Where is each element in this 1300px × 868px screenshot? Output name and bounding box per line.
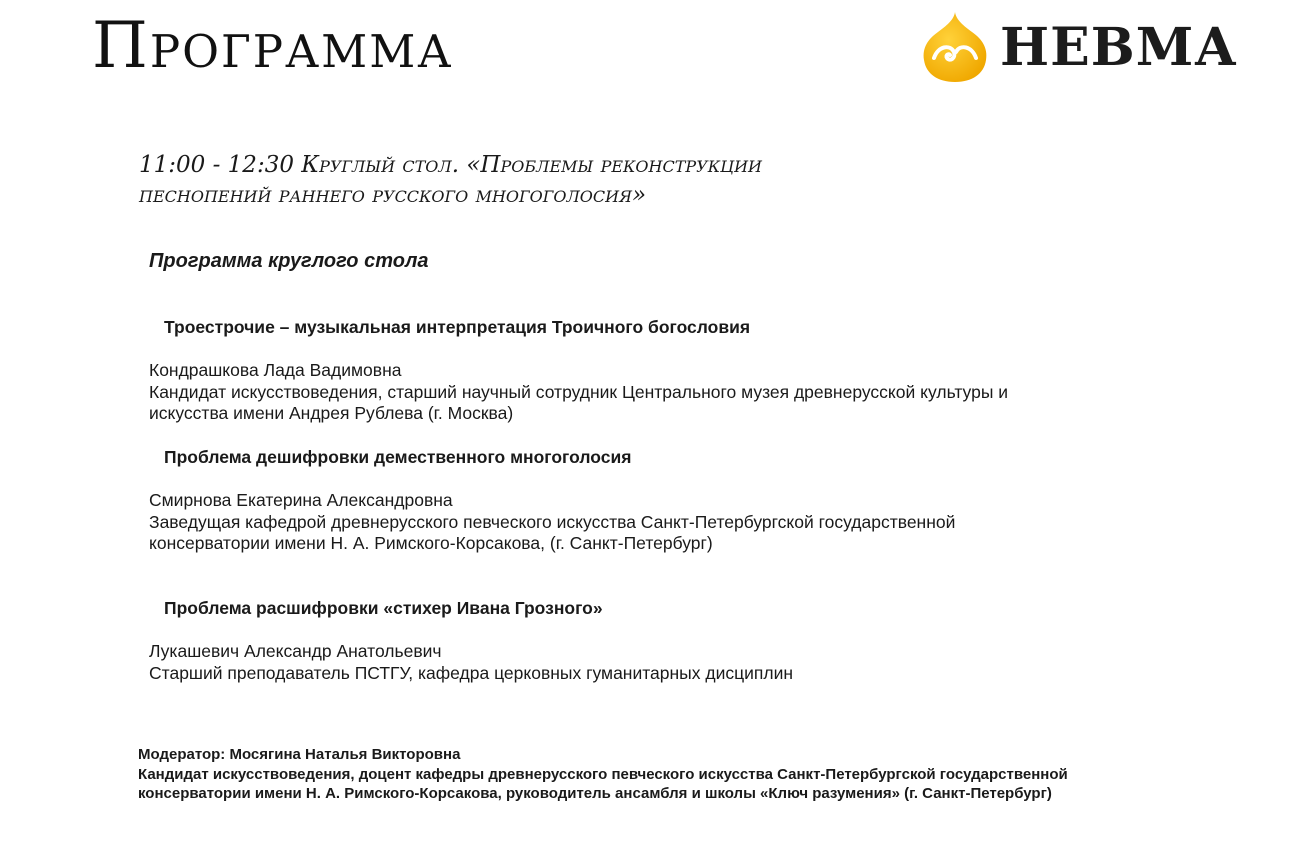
session-title: [139, 150, 879, 210]
talk-speaker-block: [149, 360, 1149, 425]
speaker-desc-line: искусства имени Андрея Рублева (г. Москва): [149, 403, 514, 423]
dome-logo-icon: [920, 12, 990, 84]
logo-wordmark: НЕВМА: [1000, 17, 1238, 78]
speaker-desc-line: Старший преподаватель ПСТГУ, кафедра церковных гуманитарных дисциплин: [149, 662, 794, 683]
brand-logo: [920, 12, 1238, 84]
speaker-name: Смирнова Екатерина Александровна: [149, 490, 453, 510]
session-line-1: 11:00 - 12:30 Круглый стол. «Проблемы реконструкции: [139, 152, 762, 178]
program-heading: Программа круглого стола: [149, 250, 429, 272]
moderator-name: Модератор: Мосягина Наталья Викторовна: [138, 746, 461, 763]
page-title: Программа: [92, 9, 454, 83]
speaker-desc-line: консерватории имени Н. А. Римского-Корсакова, (г. Санкт-Петербург): [149, 533, 713, 553]
speaker-name: Лукашевич Александр Анатольевич: [149, 641, 442, 661]
talk-title: Проблема дешифровки демественного многоголосия: [164, 447, 632, 467]
talk-speaker-block: [149, 641, 1149, 684]
moderator-desc-line: Кандидат искусствоведения, доцент кафедры древнерусского певческого искусства Санкт-Петербургской государственной: [138, 765, 1068, 783]
speaker-desc-line: Кандидат искусствоведения, старший научный сотрудник Центрального музея древнерусской культуры и: [149, 381, 1009, 402]
speaker-desc-line: Заведущая кафедрой древнерусского певческого искусства Санкт-Петербургской государственной: [149, 511, 956, 532]
talk-title: Проблема расшифровки «стихер Ивана Грозного»: [164, 598, 603, 618]
talk-speaker-block: [149, 490, 1149, 555]
talk-title: Троестрочие – музыкальная интерпретация Троичного богословия: [164, 317, 751, 337]
session-line-2: песнопений раннего русского многоголосия»: [139, 182, 647, 208]
moderator-block: [138, 745, 1188, 804]
speaker-name: Кондрашкова Лада Вадимовна: [149, 360, 402, 380]
moderator-desc-line: консерватории имени Н. А. Римского-Корсакова, руководитель ансамбля и школы «Ключ разумения» (г. Санкт-Петербург): [138, 785, 1052, 802]
